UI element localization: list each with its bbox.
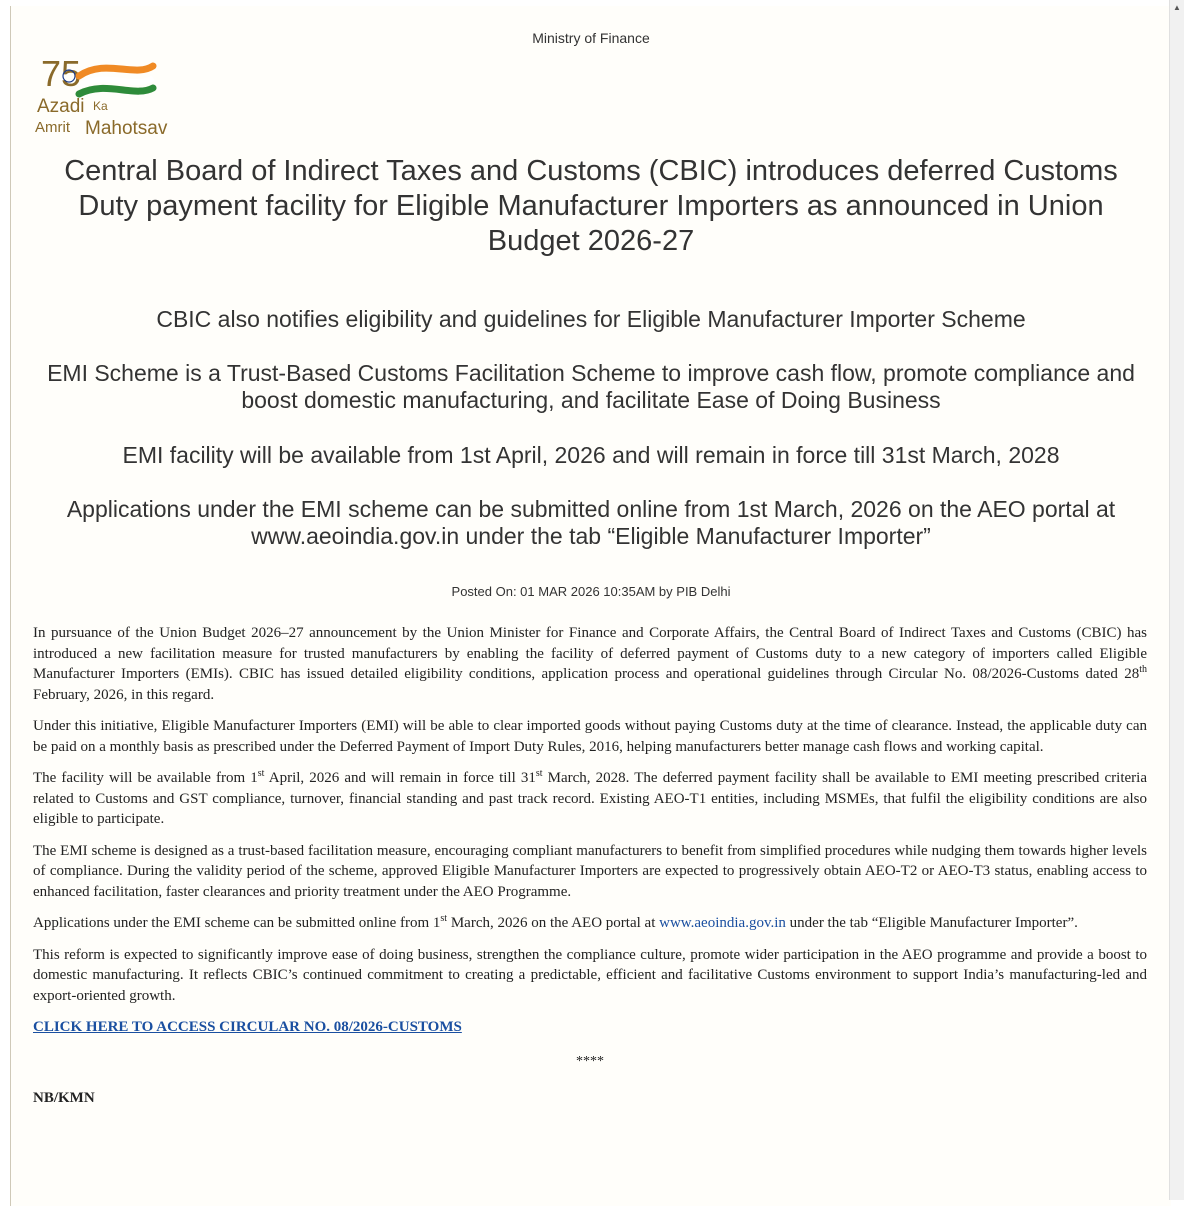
svg-text:Ka: Ka xyxy=(93,99,108,113)
scroll-up-arrow-icon[interactable]: ▲ xyxy=(1173,2,1181,12)
subheading-2: EMI Scheme is a Trust-Based Customs Facilitation Scheme to improve cash flow, promote compliance and boost domestic manufacturing, and facilitate Ease of Doing Business xyxy=(47,360,1135,413)
subheading-4: Applications under the EMI scheme can be submitted online from 1st March, 2026 on the AEO portal at www.aeoindia.gov.in under the tab “Eligible Manufacturer Importer” xyxy=(66,496,1116,549)
paragraph-3: The facility will be available from 1st April, 2026 and will remain in force till 31st March, 2028. The deferred payment facility shall be available to EMI meeting prescribed criteria related to Customs and GST compliance, turnover, financial standing and past track record. Existing AEO-T1 entities, including MSMEs, that fulfil the eligibility conditions are also eligible to participate. xyxy=(33,768,1147,827)
azadi-ka-amrit-mahotsav-logo xyxy=(35,48,195,138)
paragraph-5: Applications under the EMI scheme can be submitted online from 1st March, 2026 on the AEO portal at www.aeoindia.gov.in under the tab “Eligible Manufacturer Importer”. xyxy=(33,913,1078,931)
svg-text:Azadi: Azadi xyxy=(37,96,85,117)
aeo-portal-link[interactable]: www.aeoindia.gov.in xyxy=(659,915,786,931)
circular-link[interactable]: CLICK HERE TO ACCESS CIRCULAR NO. 08/2026-CUSTOMS xyxy=(33,1019,462,1035)
release-body xyxy=(33,623,1147,1109)
svg-text:Amrit: Amrit xyxy=(35,119,70,136)
vertical-scrollbar[interactable] xyxy=(1169,0,1184,1200)
paragraph-6: This reform is expected to significantly improve ease of doing business, strengthen the compliance culture, promote wider participation in the AEO programme and provide a boost to domestic manufacturing. It reflects CBIC’s continued commitment to creating a predictable, efficient and facilitative Customs environment to support India’s manufacturing-led and export-oriented growth. xyxy=(33,946,1147,1004)
subheading-3: EMI facility will be available from 1st April, 2026 and will remain in force till 31st March, 2028 xyxy=(122,442,1060,468)
paragraph-4: The EMI scheme is designed as a trust-based facilitation measure, encouraging compliant manufacturers to benefit from simplified procedures while nudging them towards higher levels of compliance. During the validity period of the scheme, approved Eligible Manufacturer Importers are expected to progressively obtain AEO-T2 or AEO-T3 status, enabling access to enhanced facilitation, faster clearances and priority treatment under the AEO Programme. xyxy=(33,842,1147,900)
subheading-1: CBIC also notifies eligibility and guidelines for Eligible Manufacturer Importer Scheme xyxy=(156,306,1026,332)
end-stars: **** xyxy=(576,1053,604,1069)
paragraph-2: Under this initiative, Eligible Manufacturer Importers (EMI) will be able to clear imported goods without paying Customs duty at the time of clearance. Instead, the applicable duty can be paid on a monthly basis as prescribed under the Deferred Payment of Import Duty Rules, 2016, helping manufacturers better manage cash flows and working capital. xyxy=(33,718,1147,755)
ministry-name: Ministry of Finance xyxy=(532,30,650,46)
svg-text:Mahotsav: Mahotsav xyxy=(85,118,168,138)
logo-75: 75 xyxy=(41,53,82,94)
press-release-frame xyxy=(10,6,1171,1206)
release-title: Central Board of Indirect Taxes and Customs (CBIC) introduces deferred Customs Duty payment facility for Eligible Manufacturer Importers as announced in Union Budget 2026-27 xyxy=(64,155,1118,257)
posted-on-line: Posted On: 01 MAR 2026 10:35AM by PIB Delhi xyxy=(451,584,731,599)
paragraph-1: In pursuance of the Union Budget 2026–27 announcement by the Union Minister for Finance and Corporate Affairs, the Central Board of Indirect Taxes and Customs (CBIC) has introduced a new facilitation measure for trusted manufacturers by enabling the facility of deferred payment of Customs duty to a new category of importers called Eligible Manufacturer Importers (EMIs). CBIC has issued detailed eligibility conditions, application process and operational guidelines through Circular No. 08/2026-Customs dated 28th February, 2026, in this regard. xyxy=(33,625,1147,703)
signoff: NB/KMN xyxy=(33,1090,95,1106)
